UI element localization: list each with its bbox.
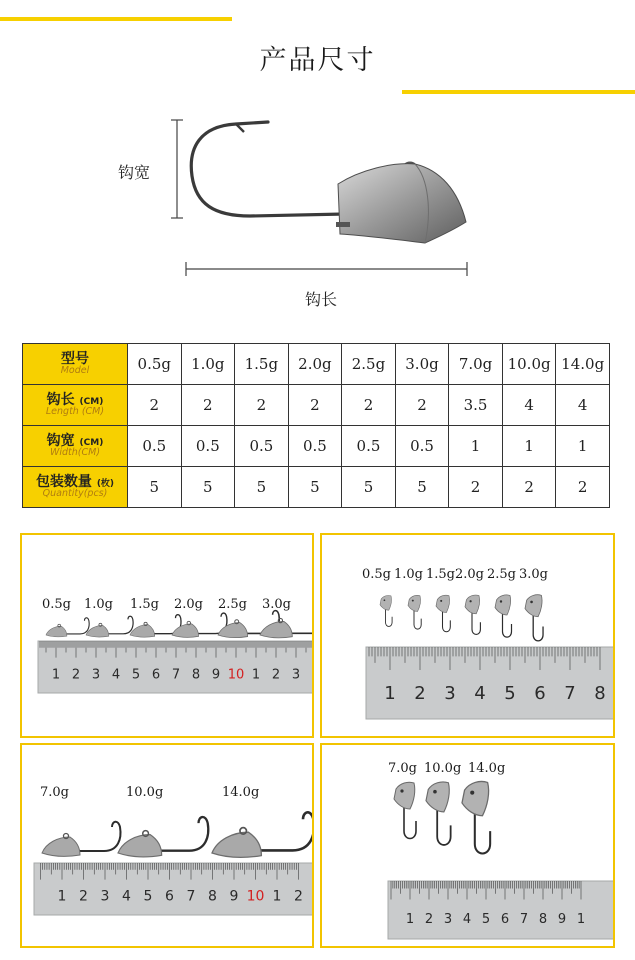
table-cell: 5: [181, 467, 235, 508]
ruler-tick-label: 6: [151, 667, 161, 683]
row-header-quantity: 包装数量 (枚) Quantity(pcs): [23, 467, 128, 508]
ruler-tick-label: 1: [405, 911, 415, 927]
ruler-tick-label: 5: [143, 888, 153, 905]
table-cell: 1.5g: [235, 344, 289, 385]
ruler-tick-label: 4: [462, 911, 472, 927]
jig-head-side: [42, 822, 120, 857]
table-cell: 14.0g: [556, 344, 610, 385]
ruler: [366, 647, 613, 719]
ruler: [38, 641, 312, 693]
jig-head-side: [212, 812, 312, 857]
weight-label: 10.0g: [126, 785, 164, 800]
ruler-tick-label: 5: [131, 667, 141, 683]
ruler-tick-label: 7: [564, 682, 576, 704]
weight-label: 2.5g: [218, 597, 247, 612]
table-cell: 2: [128, 385, 182, 426]
weight-label: 1.0g: [84, 597, 113, 612]
table-cell: 2: [235, 385, 289, 426]
ruler-tick-label: 8: [191, 667, 201, 683]
table-cell: 0.5g: [128, 344, 182, 385]
weight-label: 2.0g: [174, 597, 203, 612]
table-cell: 0.5: [395, 426, 449, 467]
ruler-tick-label: 3: [444, 682, 456, 704]
top-left-accent-line: [0, 17, 232, 21]
table-cell: 0.5: [235, 426, 289, 467]
table-cell: 0.5: [128, 426, 182, 467]
ruler: [388, 881, 613, 939]
ruler-tick-label: 7: [171, 667, 181, 683]
table-cell: 2: [342, 385, 396, 426]
table-cell: 5: [395, 467, 449, 508]
weight-label: 0.5g: [362, 567, 391, 582]
table-cell: 2: [556, 467, 610, 508]
table-row-length: [23, 385, 610, 426]
ruler-tick-label: 8: [208, 888, 217, 905]
table-cell: 2: [449, 467, 503, 508]
table-cell: 10.0g: [502, 344, 556, 385]
table-row-quantity: [23, 467, 610, 508]
ruler-tick-label: 8: [594, 682, 606, 704]
table-cell: 3.5: [449, 385, 503, 426]
ruler-tick-label: 2: [424, 911, 434, 927]
ruler-tick-label: 5: [481, 911, 491, 927]
ruler-tick-label: 6: [534, 682, 546, 704]
row-header-width: 钩宽 (CM) Width(CM): [23, 426, 128, 467]
ruler-tick-label: 1: [57, 888, 67, 905]
weight-label: 1.5g: [130, 597, 159, 612]
jig-head-hanging: [436, 595, 450, 632]
ruler-tick-label: 2: [79, 888, 88, 905]
ruler-tick-label: 8: [538, 911, 548, 927]
table-cell: 1: [502, 426, 556, 467]
ruler-tick-label: 2: [271, 667, 281, 683]
ruler-tick-label: 3: [291, 667, 301, 683]
ruler-tick-label: 6: [500, 911, 510, 927]
photo-panel-small-jigs-side: [20, 533, 314, 738]
ruler-tick-label: 9: [229, 888, 239, 905]
jig-head-hanging: [394, 782, 416, 838]
table-cell: 2.5g: [342, 344, 396, 385]
spec-table: [22, 343, 610, 508]
ruler-tick-label: 5: [504, 682, 516, 704]
ruler-tick-label: 1: [384, 682, 396, 704]
table-cell: 0.5: [288, 426, 342, 467]
table-cell: 2: [502, 467, 556, 508]
weight-label: 2.5g: [487, 567, 516, 582]
jig-head-side: [118, 817, 208, 857]
row-header-model: 型号 Model: [23, 344, 128, 385]
ruler-tick-label: 1: [251, 667, 261, 683]
ruler: [34, 863, 312, 915]
table-cell: 5: [288, 467, 342, 508]
table-cell: 0.5: [181, 426, 235, 467]
table-cell: 5: [128, 467, 182, 508]
table-cell: 4: [556, 385, 610, 426]
weight-label: 0.5g: [42, 597, 71, 612]
weight-label: 7.0g: [388, 761, 417, 776]
table-cell: 2.0g: [288, 344, 342, 385]
photo-panel-small-jigs-hanging: [320, 533, 615, 738]
table-cell: 4: [502, 385, 556, 426]
row-header-length: 钩长 (CM) Length (CM): [23, 385, 128, 426]
ruler-tick-label: 4: [111, 667, 121, 683]
table-cell: 2: [395, 385, 449, 426]
jig-head-hanging: [465, 595, 480, 634]
ruler-tick-label: 3: [100, 888, 110, 905]
jig-head-hanging: [426, 782, 451, 845]
hook-width-label: 钩宽: [118, 163, 151, 182]
ruler-tick-label: 7: [186, 888, 196, 905]
ruler-tick-label: 2: [294, 888, 303, 905]
ruler-tick-label: 2: [71, 667, 81, 683]
table-cell: 1: [556, 426, 610, 467]
ruler-tick-label: 6: [165, 888, 174, 905]
right-accent-line: [402, 90, 635, 94]
table-cell: 0.5: [342, 426, 396, 467]
table-cell: 1.0g: [181, 344, 235, 385]
ruler-tick-label: 10: [227, 667, 245, 683]
weight-label: 2.0g: [455, 567, 484, 582]
ruler-tick-label: 3: [91, 667, 101, 683]
jig-head-side: [260, 608, 312, 637]
jig-head-hanging: [408, 595, 421, 629]
table-cell: 5: [342, 467, 396, 508]
ruler-tick-label: 1: [576, 911, 586, 927]
photo-illustration: [322, 535, 613, 736]
hook-length-label: 钩长: [305, 290, 338, 309]
photo-panel-large-jigs-hanging: [320, 743, 615, 948]
ruler-tick-label: 2: [414, 682, 426, 704]
table-cell: 7.0g: [449, 344, 503, 385]
table-cell: 1: [449, 426, 503, 467]
weight-label: 3.0g: [262, 597, 291, 612]
jig-head-side: [86, 616, 133, 637]
jig-head-side: [46, 618, 89, 637]
ruler-tick-label: 1: [51, 667, 61, 683]
ruler-tick-label: 7: [519, 911, 529, 927]
ruler-tick-label: 4: [122, 888, 131, 905]
table-row-width: [23, 426, 610, 467]
ruler-tick-label: 4: [474, 682, 486, 704]
ruler-tick-label: 9: [557, 911, 567, 927]
table-row-model: [23, 344, 610, 385]
photo-panel-large-jigs-side: [20, 743, 314, 948]
jig-head-hanging: [380, 595, 392, 626]
table-cell: 5: [235, 467, 289, 508]
ruler-tick-label: 10: [246, 888, 265, 905]
jig-head-hanging: [495, 595, 512, 637]
photo-illustration: [22, 535, 312, 736]
table-cell: 2: [181, 385, 235, 426]
weight-label: 10.0g: [424, 761, 462, 776]
ruler-tick-label: 3: [443, 911, 453, 927]
weight-label: 1.0g: [394, 567, 423, 582]
jig-head-hanging: [525, 595, 543, 641]
table-cell: 2: [288, 385, 342, 426]
weight-label: 3.0g: [519, 567, 548, 582]
table-cell: 3.0g: [395, 344, 449, 385]
weight-label: 1.5g: [426, 567, 455, 582]
photo-illustration: [22, 745, 312, 946]
jig-head-hanging: [462, 781, 490, 853]
weight-label: 7.0g: [40, 785, 69, 800]
ruler-tick-label: 9: [211, 667, 221, 683]
ruler-tick-label: 1: [272, 888, 282, 905]
weight-label: 14.0g: [468, 761, 506, 776]
page-title: 产品尺寸: [259, 45, 376, 76]
weight-label: 14.0g: [222, 785, 260, 800]
